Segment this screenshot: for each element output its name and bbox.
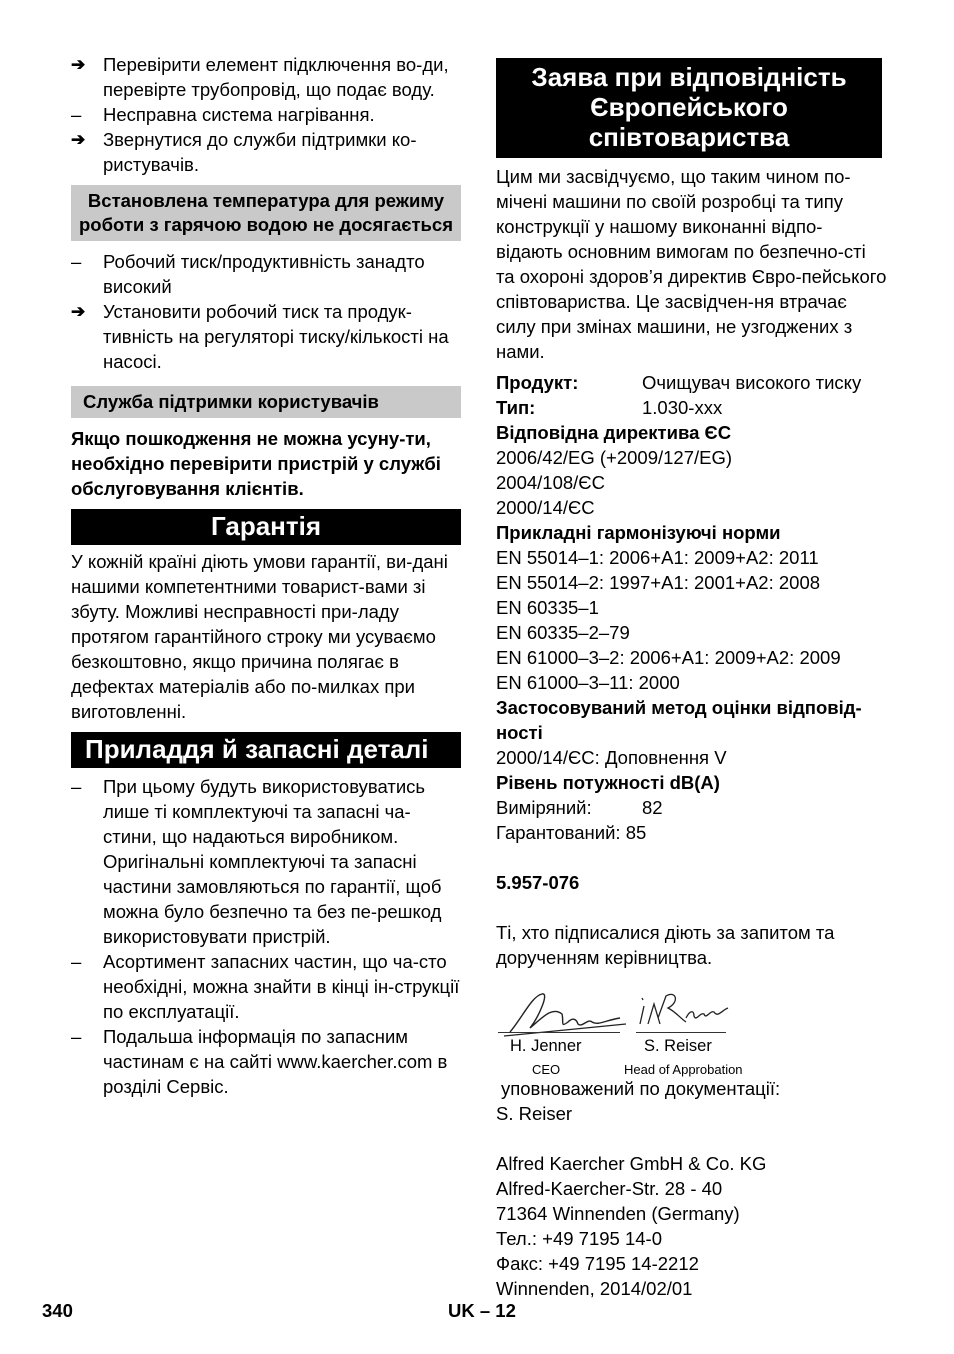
- list-item: [71, 1024, 461, 1099]
- measured-value: 82: [642, 797, 663, 818]
- guaranteed-label: Гарантований:: [496, 822, 621, 843]
- section-heading-declaration: Заява при відповідність Європейського співтовариства: [496, 58, 882, 158]
- list-item: [71, 299, 461, 374]
- norm-line: EN 60335–2–79: [496, 622, 630, 643]
- measured-row: [496, 795, 896, 820]
- left-column: [71, 52, 461, 1099]
- power-label: Рівень потужності dB(A): [496, 772, 720, 793]
- declaration-paragraph: Цим ми засвідчуємо, що таким чином по-мічені машини по своїй розробці та типу конструкції у нашому виконанні відпо-відають основним вимогам по безпечно-сті та охороні здоров’я директив Євро-пейського співтовариства. Це засвідчен-ня втрачає силу при змінах машини, не узгоджених з нами.: [496, 166, 887, 362]
- arrow-icon: ➔: [71, 130, 86, 149]
- signers-paragraph: Ті, хто підписалися діють за запитом та дорученням керівництва.: [496, 922, 835, 968]
- type-label: Тип:: [496, 397, 536, 418]
- directive-line: 2004/108/ЄС: [496, 472, 605, 493]
- section-heading-accessories: Приладдя й запасні деталі: [71, 732, 461, 768]
- directives-label: Відповідна директива ЄС: [496, 422, 732, 443]
- list-item-text: Подальша інформація по запасним частинам є на сайті www.kaercher.com в розділі Сервіс.: [103, 1026, 448, 1097]
- list-item-text: Асортимент запасних частин, що ча-сто необхідні, можна знайти в кінці ін-струкції по експлуатації.: [103, 951, 460, 1022]
- address-line: Alfred Kaercher GmbH & Co. KG: [496, 1153, 767, 1174]
- list-item-text: Робочий тиск/продуктивність занадто високий: [103, 251, 425, 297]
- right-column: [496, 58, 896, 1301]
- section-heading-warranty: Гарантія: [71, 509, 461, 545]
- norm-line: EN 61000–3–2: 2006+A1: 2009+A2: 2009: [496, 647, 841, 668]
- address-line: Alfred-Kaercher-Str. 28 - 40: [496, 1178, 723, 1199]
- dash-marker: –: [71, 251, 82, 272]
- signer-name: S. Reiser: [644, 1037, 712, 1055]
- section-heading-temperature: Встановлена температура для режиму роботи з гарячою водою не досягається: [71, 185, 461, 241]
- product-value: Очищувач високого тиску: [642, 372, 862, 393]
- list-item-text: Звернутися до служби підтримки ко-ристувачів.: [103, 129, 417, 175]
- address-line: 71364 Winnenden (Germany): [496, 1203, 740, 1224]
- arrow-icon: ➔: [71, 55, 86, 74]
- type-value: 1.030-xxx: [642, 397, 723, 418]
- signer-title: Head of Approbation: [624, 1062, 743, 1077]
- list-item-text: Перевірити елемент підключення во-ди, перевірте трубопровід, що подає воду.: [103, 54, 449, 100]
- norm-line: EN 60335–1: [496, 597, 599, 618]
- signature-line: [636, 1032, 726, 1033]
- signature-line: [498, 1032, 620, 1033]
- dash-marker: –: [71, 776, 82, 797]
- address-line: Факс: +49 7195 14-2212: [496, 1253, 699, 1274]
- norms-label: Прикладні гармонізуючі норми: [496, 522, 781, 543]
- directive-line: 2006/42/EG (+2009/127/EG): [496, 447, 733, 468]
- authorized-name: S. Reiser: [496, 1103, 573, 1124]
- document-number: 5.957-076: [496, 872, 580, 893]
- list-item: [71, 102, 461, 127]
- list-item: [71, 127, 461, 177]
- guaranteed-row: [496, 820, 896, 845]
- product-row: [496, 370, 896, 395]
- norm-line: EN 55014–2: 1997+A1: 2001+A2: 2008: [496, 572, 821, 593]
- measured-label: Виміряний:: [496, 797, 592, 818]
- list-item-text: Установити робочий тиск та продук-тивність на регуляторі тиску/кількості на насосі.: [103, 301, 449, 372]
- dash-marker: –: [71, 1026, 82, 1047]
- list-item-text: Несправна система нагрівання.: [103, 104, 375, 125]
- authorized-label: уповноважений по документації:: [501, 1078, 781, 1099]
- section-footer: UK – 12: [448, 1300, 516, 1321]
- warranty-paragraph: У кожній країні діють умови гарантії, ви-дані нашими компетентними товарист-вами зі збуту. Можливі несправності при-ладу протягом гарантійного строку ми усуваємо безкоштовно, якщо причина полягає в дефектах матеріалів або по-милках при виготовленні.: [71, 551, 448, 722]
- list-item: [71, 949, 461, 1024]
- list-item: [71, 774, 461, 949]
- address-line: Winnenden, 2014/02/01: [496, 1278, 693, 1299]
- section-heading-support: Служба підтримки користувачів: [71, 386, 461, 418]
- reiser-signature: [636, 988, 736, 1036]
- type-row: [496, 395, 896, 420]
- product-label: Продукт:: [496, 372, 579, 393]
- directive-line: 2000/14/ЄС: [496, 497, 595, 518]
- dash-marker: –: [71, 104, 82, 125]
- dash-marker: –: [71, 951, 82, 972]
- arrow-icon: ➔: [71, 302, 86, 321]
- norm-line: EN 61000–3–11: 2000: [496, 672, 680, 693]
- page-number: 340: [42, 1300, 73, 1321]
- method-value: 2000/14/ЄС: Доповнення V: [496, 747, 727, 768]
- list-item: [71, 52, 461, 102]
- signature-block: [496, 988, 896, 1110]
- signer-title: CEO: [532, 1062, 561, 1077]
- method-label: Застосовуваний метод оцінки відповід-ності: [496, 697, 862, 743]
- norm-line: EN 55014–1: 2006+A1: 2009+A2: 2011: [496, 547, 819, 568]
- company-address: [496, 1151, 896, 1301]
- signer-name: H. Jenner: [510, 1037, 582, 1055]
- address-line: Тел.: +49 7195 14-0: [496, 1228, 662, 1249]
- list-item: [71, 249, 461, 299]
- support-paragraph: Якщо пошкодження не можна усуну-ти, необхідно перевірити пристрій у службі обслуговування клієнтів.: [71, 428, 441, 499]
- guaranteed-value: 85: [625, 822, 647, 843]
- list-item-text: При цьому будуть використовуватись лише ті комплектуючі та запасні ча-стини, що надаються виробником. Оригінальні комплектуючі та запасні частини замовляються по гарантії, щоб можна було безпечно та без пе-решкод використовувати пристрій.: [103, 776, 442, 947]
